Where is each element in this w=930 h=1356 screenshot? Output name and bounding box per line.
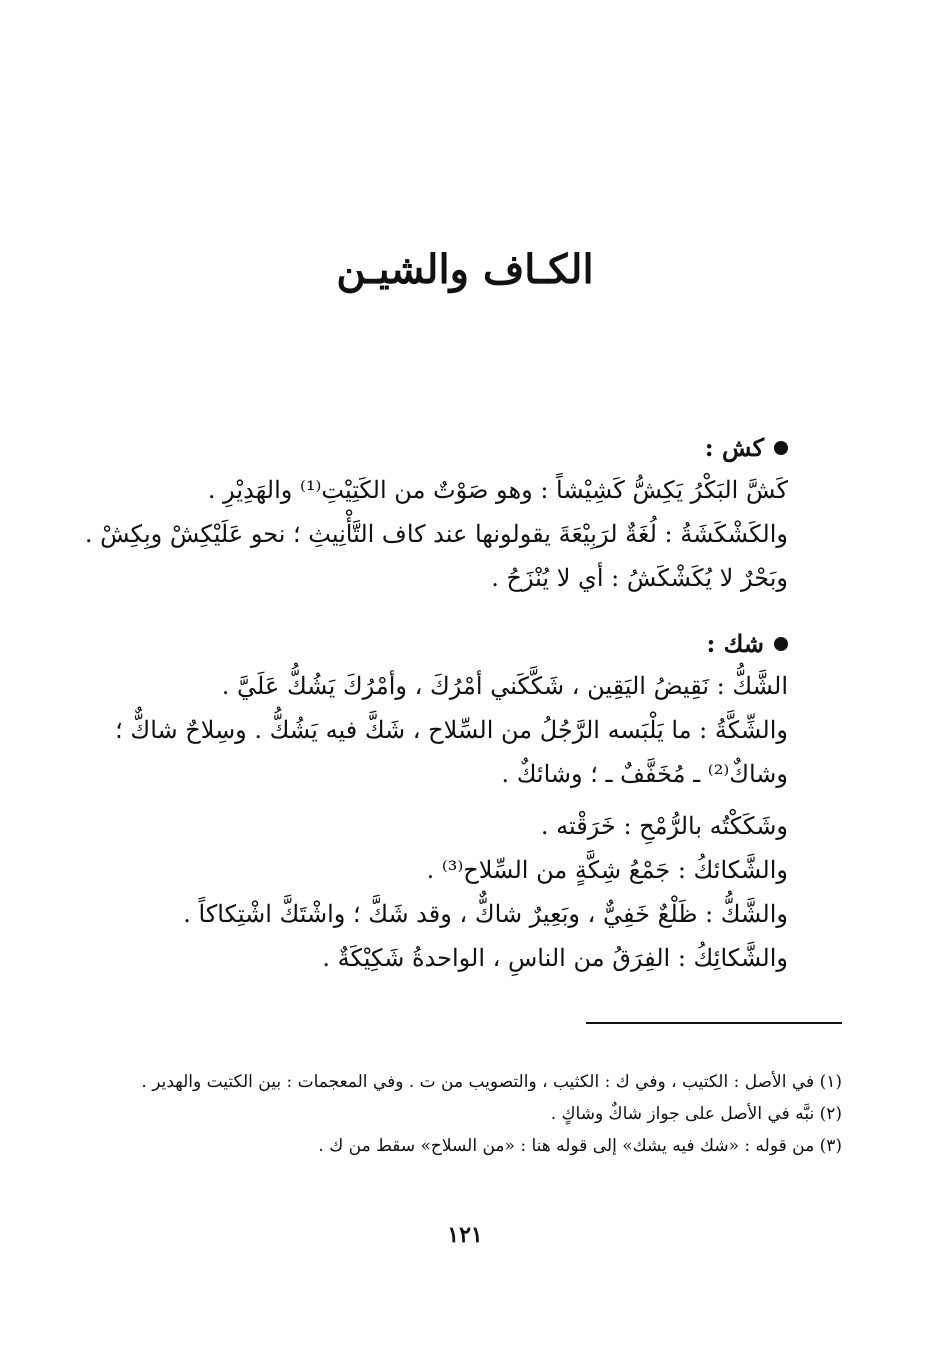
entry-heading xyxy=(88,428,788,468)
entry-shak xyxy=(88,624,788,980)
entry-headword: شك : xyxy=(706,629,764,658)
footnotes xyxy=(82,1066,842,1162)
footnote: (٢) نبَّه في الأصل على جواز شاكٌ وشاكٍ . xyxy=(550,1104,842,1124)
page-number: ١٢١ xyxy=(447,1222,483,1248)
bullet-icon xyxy=(774,441,788,455)
footnote: (١) في الأصل : الكتيب ، وفي ك : الكثيب ، والتصويب من ت . وفي المعجمات : بين الكتيت والهدير . xyxy=(141,1072,842,1092)
footnote-divider xyxy=(586,1022,842,1024)
entry-line: والشَّكائِكُ : الفِرَقُ من الناسِ ، الواحدةُ شَكِيْكَةٌ . xyxy=(322,944,788,972)
dictionary-body xyxy=(84,428,788,980)
entry-line: والشَّكائكُ : جَمْعُ شِكَّةٍ من السِّلاح⁽³⁾ . xyxy=(426,856,788,884)
entry-heading xyxy=(88,624,788,664)
entry-line: والكَشْكَشَةُ : لُغَةٌ لرَبِيْعَةَ يقولونها عند كاف التَّأْنِيثِ ؛ نحو عَلَيْكِشْ وبِكِشْ . xyxy=(84,520,788,548)
bullet-icon xyxy=(774,637,788,651)
entry-line: وشَكَكْتُه بالرُّمْحِ : خَرَقْته . xyxy=(540,812,788,840)
footnote: (٣) من قوله : «شك فيه يشك» إلى قوله هنا : «من السلاح» سقط من ك . xyxy=(318,1136,842,1156)
entry-line: والشَّكُّ : ظَلْعٌ خَفِيٌّ ، وبَعِيرٌ شاكٌّ ، وقد شَكَّ ؛ واشْتَكَّ اشْتِكاكاً . xyxy=(183,900,788,928)
entry-headword: كش : xyxy=(704,433,764,462)
entry-kash xyxy=(84,428,788,600)
entry-line: وبَحْرٌ لا يُكَشْكَشُ : أي لا يُنْزَحُ . xyxy=(491,564,788,592)
entry-line: كَشَّ البَكْرُ يَكِشُّ كَشِيْشاً : وهو صَوْتٌ من الكَتِيْتِ⁽¹⁾ والهَدِيْرِ . xyxy=(207,476,788,504)
entry-line: الشَّكُّ : نَقِيضُ اليَقِين ، شَكَّكَني أمْرُكَ ، وأمْرُكَ يَشُكُّ عَلَيَّ . xyxy=(221,672,788,700)
chapter-title: الكـاف والشيـن xyxy=(336,246,594,293)
entry-line: والشِّكَّةُ : ما يَلْبَسه الرَّجُلُ من السِّلاح ، شَكَّ فيه يَشُكُّ . وسِلاحٌ شاكٌّ ؛ وشاكٌ⁽²⁾ ـ مُخَفَّفٌ ـ ؛ وشائكٌ . xyxy=(115,716,788,788)
paragraph-gap xyxy=(88,796,788,804)
